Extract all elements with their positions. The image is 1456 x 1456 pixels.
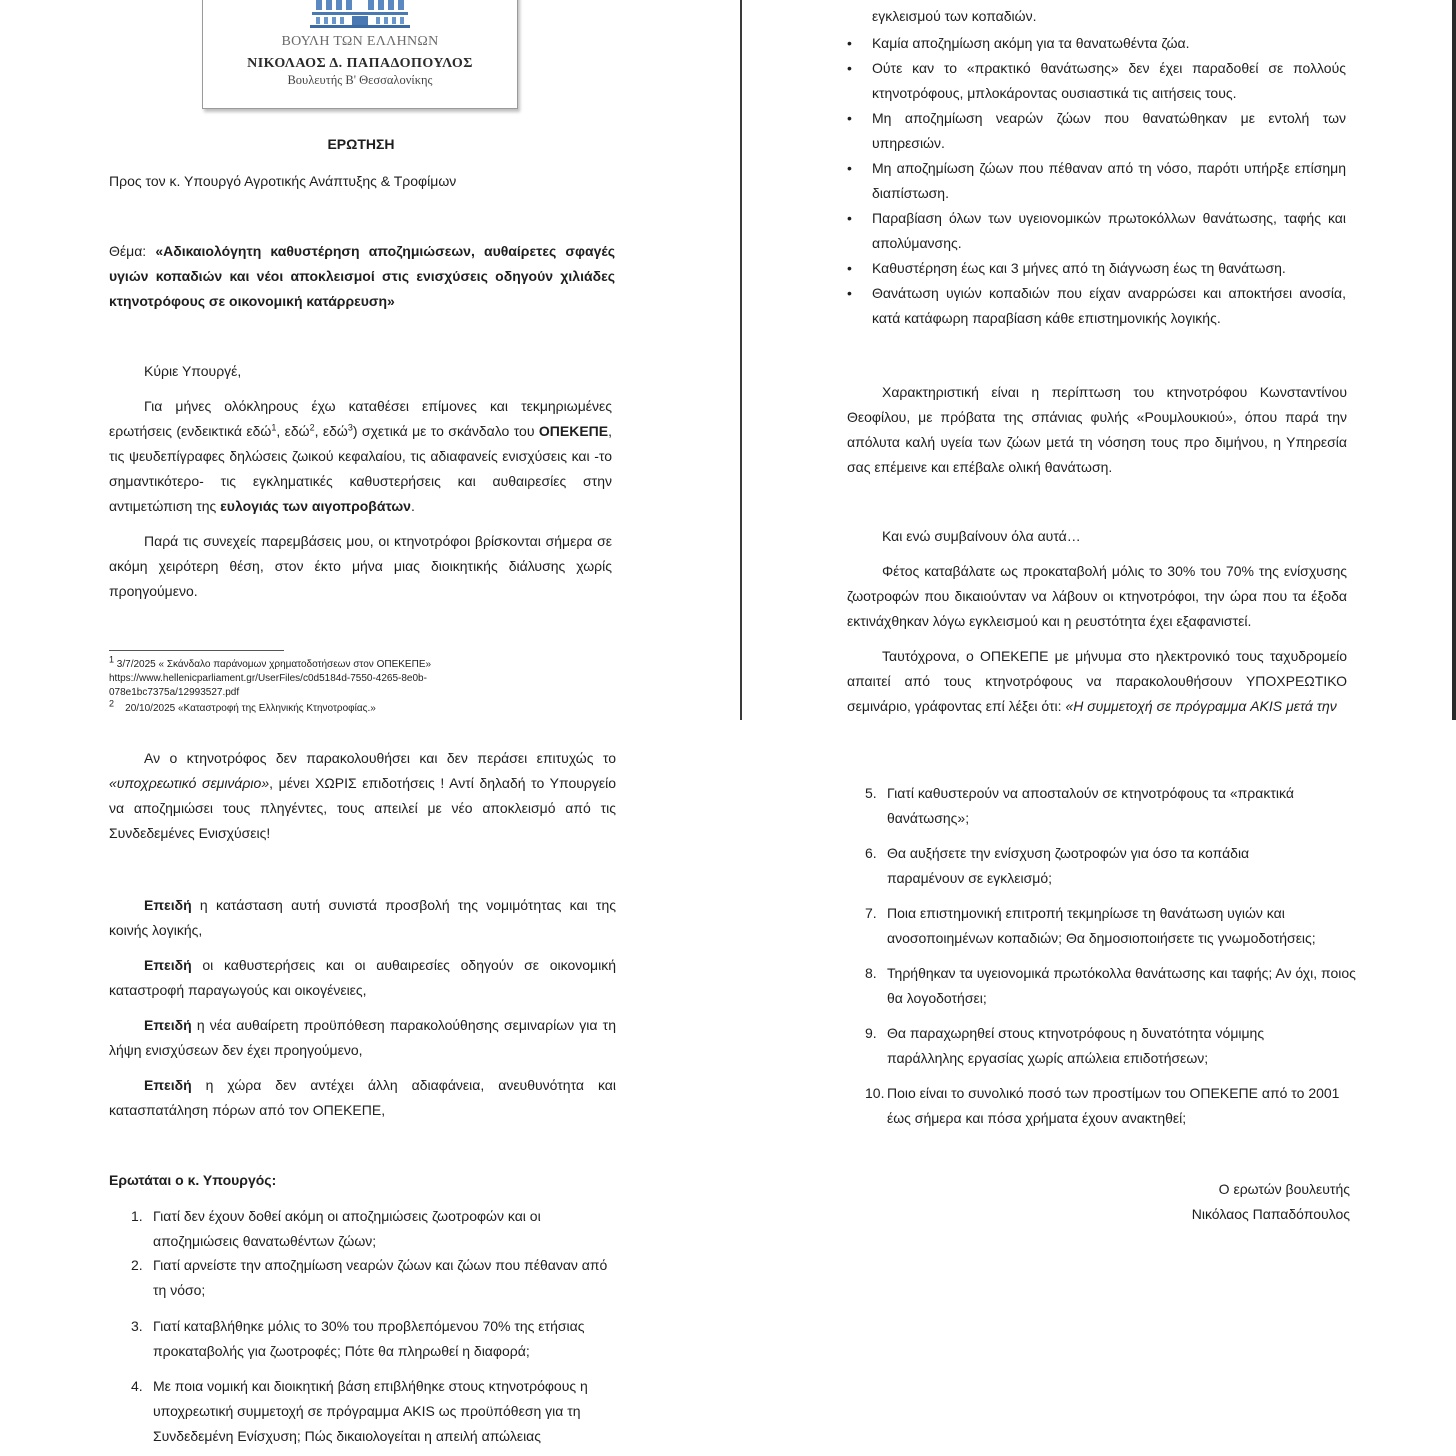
list-item: • Καμία αποζημίωση ακόμη για τα θανατωθέντα ζώα. [847,35,1190,51]
page-4 [740,734,1456,1456]
paragraph-1: Για μήνες ολόκληρους έχω καταθέσει επίμονες και τεκμηριωμένες ερωτήσεις (ενδεικτικά εδώ$^1$, εδώ$^2$, εδώ$^3$) σχετικά με το σκάνδαλο του ΟΠΕΚΕΠΕ, τις ψευδεπίγραφες δηλώσεις ζωικού κεφαλαίου, τις αδιαφανείς ενισχύσεις και -το σημαντικότερο- τις εγκληματικές καθυστερήσεις και αυθαιρεσίες στην αντιμετώπιση της ευλογιάς των αιγοπροβάτων. [109,398,612,514]
parliament-building-logo [310,0,410,28]
footnote-1-link[interactable]: https://www.hellenicparliament.gr/UserFiles/c0d5184d-7550-4265-8e0b- [109,673,427,684]
parliament-name: ΒΟΥΛΗ ΤΩΝ ΕΛΛΗΝΩΝ [281,34,439,49]
question-2: 2. Γιατί αρνείστε την αποζημίωση νεαρών ζώων και ζώων που πέθαναν από τη νόσο; [131,1257,608,1298]
footnote-divider [109,650,284,651]
question-1: 1. Γιατί δεν έχουν δοθεί ακόμη οι αποζημιώσεις ζωοτροφών και οι αποζημιώσεις θανατωθέντων ζώων; [131,1208,541,1249]
signature-role: Ο ερωτών βουλευτής [1218,1181,1350,1197]
footnote-1-link-cont[interactable]: 078e1bc7375a/12993527.pdf [109,687,240,698]
question-3: 3. Γιατί καταβλήθηκε μόλις το 30% του προβλεπόμενου 70% της ετήσιας προκαταβολής για ζωοτροφές; Πότε θα πληρωθεί η διαφορά; [131,1318,585,1359]
asked-heading: Ερωτάται ο κ. Υπουργός: [109,1172,277,1188]
mp-role: Βουλευτής Β' Θεσσαλονίκης [287,73,433,87]
question-4: 4. Με ποια νομική και διοικητική βάση επιβλήθηκε στους κτηνοτρόφους η υποχρεωτική συμμετοχή σε πρόγραμμα AKIS ως προϋπόθεση για τη Συνδεδεμένη Ενίσχυση; Πώς δικαιολογείται η απειλή απώλειας [131,1378,588,1444]
footnote-ref-1[interactable]: 1 [271,422,277,433]
continued-fragment: εγκλεισμού των κοπαδιών. [872,8,1037,24]
list-item: • Θανάτωση υγιών κοπαδιών που είχαν αναρρώσει και αποκτήσει ανοσία, κατά κατάφωρη παραβίαση κάθε επιστημονικής λογικής. [847,285,1346,326]
question-5: 5. Γιατί καθυστερούν να αποσταλούν σε κτηνοτρόφους τα «πρακτικά θανάτωσης»; [865,785,1294,826]
mp-name: ΝΙΚΟΛΑΟΣ Δ. ΠΑΠΑΔΟΠΟΥΛΟΣ [247,56,473,71]
list-item: • Ούτε καν το «πρακτικό θανάτωσης» δεν έχει παραδοθεί σε πολλούς κτηνοτρόφους, μπλοκάροντας ουσιαστικά τις αιτήσεις τους. [847,60,1346,101]
since-clause-2: Επειδή οι καθυστερήσεις και οι αυθαιρεσίες οδηγούν σε οικονομική καταστροφή παραγωγούς και οικογένειες, [109,957,616,998]
question-7: 7. Ποια επιστημονική επιτροπή τεκμηρίωσε τη θανάτωση υγιών και ανοσοποιημένων κοπαδιών; Θα δημοσιοποιήσετε τις γνωμοδοτήσεις; [865,905,1316,946]
subject-text: «Αδικαιολόγητη καθυστέρηση αποζημιώσεων, αυθαίρετες σφαγές υγιών κοπαδιών και νέοι αποκλεισμοί στις ενισχύσεις οδηγούν χιλιάδες κτηνοτρόφους σε οικονομική κατάρρευση» [109,243,615,309]
footnote-ref-3[interactable]: 3 [347,422,353,433]
document-title: ΕΡΩΤΗΣΗ [327,136,395,152]
since-clause-1: Επειδή η κατάσταση αυτή συνιστά προσβολή της νομιμότητας και της κοινής λογικής, [109,897,616,938]
question-9: 9. Θα παραχωρηθεί στους κτηνοτρόφους η δυνατότητα νόμιμης παράλληλης εργασίας χωρίς απώλεια επιδοτήσεων; [865,1025,1265,1066]
bullet-list [847,31,1346,331]
horizontal-divider [0,720,1456,734]
question-10: 10. Ποιο είναι το συνολικό ποσό των προστίμων του ΟΠΕΚΕΠΕ από το 2001 έως σήμερα και πόσα χρήματα έχουν ανακτηθεί; [865,1085,1340,1126]
right-edge-bar [1452,0,1456,720]
while-line: Και ενώ συμβαίνουν όλα αυτά… [882,528,1081,544]
list-item: • Καθυστέρηση έως και 3 μήνες από τη διάγνωση έως τη θανάτωση. [847,260,1286,276]
list-item: • Μη αποζημίωση ζώων που πέθαναν από τη νόσο, παρότι υπήρξε επίσημη διαπίστωση. [847,160,1346,201]
list-item: • Παραβίαση όλων των υγειονομικών πρωτοκόλλων θανάτωσης, ταφής και απολύμανσης. [847,210,1346,251]
penalty-paragraph: Αν ο κτηνοτρόφος δεν παρακολουθήσει και δεν περάσει επιτυχώς το «υποχρεωτικό σεμινάριο», μένει ΧΩΡΙΣ επιδοτήσεις ! Αντί δηλαδή το Υπουργείο να αποζημιώσει τους πληγέντες, τους απειλεί με νέο αποκλεισμό από τις Συνδεδεμένες Ενισχύσεις! [109,750,617,841]
footnote-2: $^2$ 20/10/2025 «Καταστροφή της Ελληνικής Κτηνοτροφίας.» [109,698,376,714]
recipient: Προς τον κ. Υπουργό Αγροτικής Ανάπτυξης & Τροφίμων [109,173,457,189]
since-clause-3: Επειδή η νέα αυθαίρετη προϋπόθεση παρακολούθησης σεμιναρίων για τη λήψη ενισχύσεων δεν έχει προηγούμενο, [109,1017,616,1058]
case-paragraph: Χαρακτηριστική είναι η περίπτωση του κτηνοτρόφου Κωνσταντίνου Θεοφίλου, με πρόβατα της σπάνιας φυλής «Ρουμλουκιού», όπου παρά την απόλυτα καλή υγεία των ζώων μετά τη νόσηση τους προ διμήνου, η Υπηρεσία σας επέμεινε και επέβαλε ολική θανάτωση. [847,384,1347,475]
footnote-ref-2[interactable]: 2 [309,422,315,433]
subject [109,239,615,314]
subject-label: Θέμα: [109,243,156,259]
footnote-1: $^1$ 3/7/2025 « Σκάνδαλο παράνομων χρηματοδοτήσεων στον ΟΠΕΚΕΠΕ» [109,654,432,670]
signature-name: Νικόλαος Παπαδόπουλος [1191,1206,1350,1222]
list-item: • Μη αποζημίωση νεαρών ζώων που θανατώθηκαν με εντολή των υπηρεσιών. [847,110,1346,151]
letterhead [202,0,518,109]
question-6: 6. Θα αυξήσετε την ενίσχυση ζωοτροφών για όσο τα κοπάδια παραμένουν σε εγκλεισμό; [865,845,1250,886]
salutation: Κύριε Υπουργέ, [144,363,242,379]
page-2 [740,0,1456,720]
paragraph-2: Παρά τις συνεχείς παρεμβάσεις μου, οι κτηνοτρόφοι βρίσκονται σήμερα σε ακόμη χειρότερη θέση, στον έκτο μήνα μιας διοικητικής διάλυσης χωρίς προηγούμενο. [109,533,612,599]
page-3 [0,734,736,1456]
this-year-paragraph: Φέτος καταβάλατε ως προκαταβολή μόλις το 30% του 70% της ενίσχυσης ζωοτροφών που δικαιούνταν να λάβουν οι κτηνοτρόφοι, την ώρα που τα έξοδα εκτινάχθηκαν λόγω εγκλεισμού και η ρευστότητα έχει εξαφανιστεί. [847,563,1347,629]
since-clause-4: Επειδή η χώρα δεν αντέχει άλλη αδιαφάνεια, ανευθυνότητα και κατασπατάληση πόρων από τον ΟΠΕΚΕΠΕ, [109,1077,616,1118]
page-1 [0,0,736,720]
question-8: 8. Τηρήθηκαν τα υγειονομικά πρωτόκολλα θανάτωσης και ταφής; Αν όχι, ποιος θα λογοδοτήσει; [865,965,1356,1006]
meanwhile-paragraph: Ταυτόχρονα, ο ΟΠΕΚΕΠΕ με μήνυμα στο ηλεκτρονικό τους ταχυδρομείο απαιτεί από τους κτηνοτρόφους να παρακολουθήσουν ΥΠΟΧΡΕΩΤΙΚΟ σεμινάριο, γράφοντας επί λέξει ότι: «Η συμμετοχή σε πρόγραμμα AKIS μετά την [847,648,1347,714]
